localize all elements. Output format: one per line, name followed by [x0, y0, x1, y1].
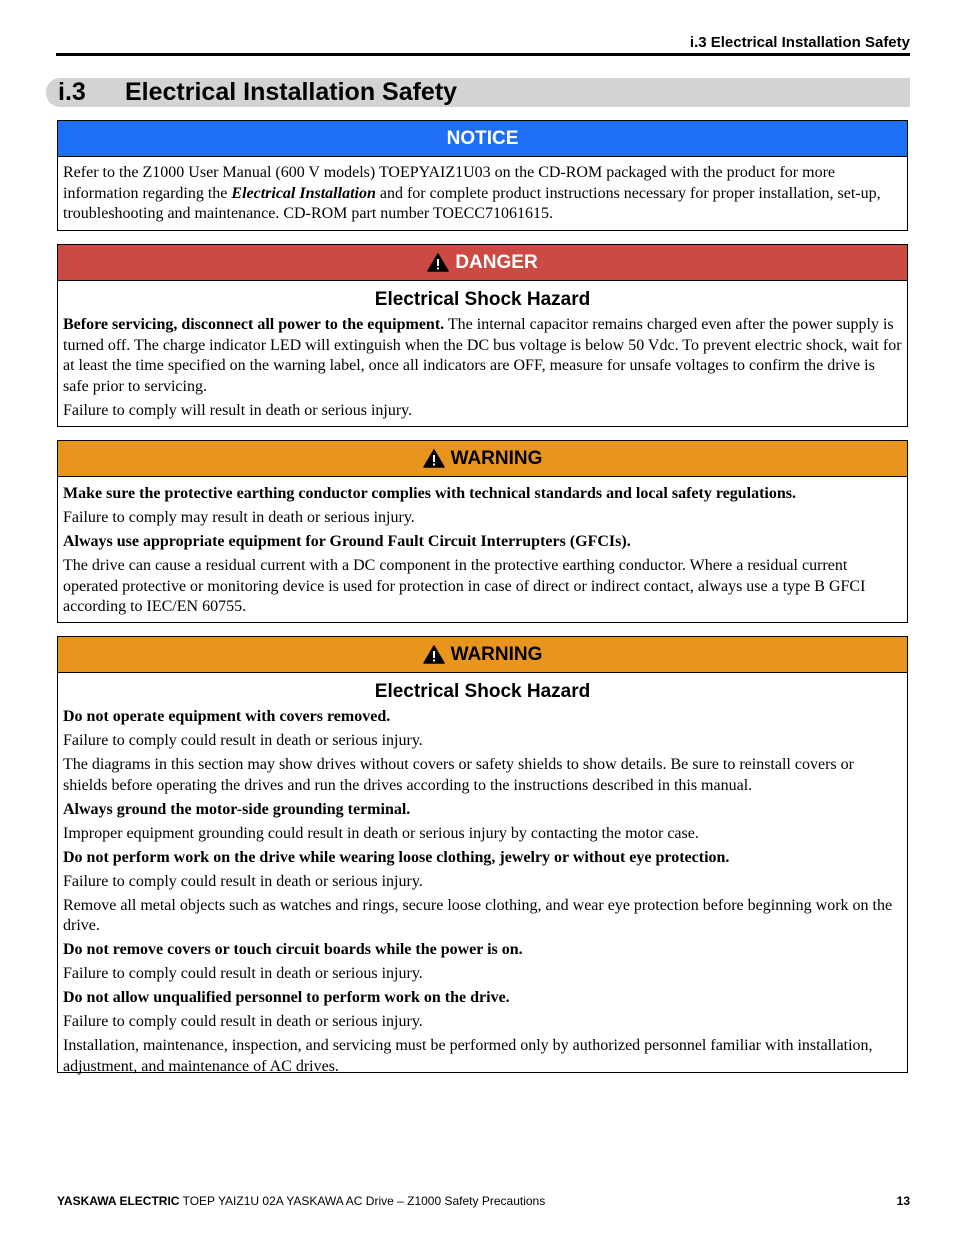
danger-label: DANGER [455, 251, 538, 273]
danger-box [57, 244, 908, 427]
danger-consequence: Failure to comply will result in death or serious injury. [63, 401, 413, 419]
warning-body [58, 673, 907, 1083]
section-title: Electrical Installation Safety [125, 78, 458, 106]
header-rule [56, 53, 910, 56]
footer-doc: TOEP YAIZ1U 02A YASKAWA AC Drive – Z1000 Safety Precautions [179, 1194, 546, 1208]
instruction-bold: Always ground the motor-side grounding terminal. [63, 800, 411, 818]
warning-label: WARNING [450, 447, 543, 469]
warning-body [58, 477, 907, 624]
footer-company: YASKAWA ELECTRIC [57, 1194, 180, 1208]
notice-emphasis: Electrical Installation [231, 184, 376, 202]
notice-header [58, 121, 907, 157]
danger-header [58, 245, 907, 281]
instruction-bold: Always use appropriate equipment for Ground Fault Circuit Interrupters (GFCIs). [63, 533, 631, 550]
warning-triangle-icon [423, 645, 445, 664]
notice-text: Refer to the Z1000 User Manual (600 V models) TOEPYAIZ1U03 on the CD-ROM packaged with the product for more information regarding the Electrical Installation and for complete product instructions necessary for proper installation, set-up, troubleshooting and maintenance. CD-ROM part number TOECC71061615. [63, 164, 881, 222]
instruction-bold: Do not remove covers or touch circuit boards while the power is on. [63, 941, 523, 958]
hazard-title: Electrical Shock Hazard [374, 289, 591, 310]
warning-label: WARNING [450, 643, 543, 665]
instruction-bold: Do not allow unqualified personnel to perform work on the drive. [63, 989, 510, 1006]
danger-body [58, 281, 907, 427]
warning-box-shock [57, 636, 908, 1073]
instruction-text: Failure to comply could result in death or serious injury. [63, 1013, 423, 1030]
instruction-text: Improper equipment grounding could result in death or serious injury by contacting the motor case. [63, 824, 699, 842]
instruction-bold: Make sure the protective earthing conductor complies with technical standards and local safety regulations. [63, 485, 796, 502]
section-heading [46, 78, 910, 107]
instruction-text: Installation, maintenance, inspection, and servicing must be performed only by authorized personnel familiar with installation, adjustment, and maintenance of AC drives. [63, 1037, 873, 1075]
warning-box-earthing [57, 440, 908, 623]
footer [57, 1194, 545, 1208]
instruction-text: The diagrams in this section may show drives without covers or safety shields to show details. Be sure to reinstall covers or shields before operating the drives and run the drives according to the instructions described in this manual. [63, 756, 854, 794]
instruction-text: Failure to comply could result in death or serious injury. [63, 732, 423, 749]
warning-header [58, 441, 907, 477]
warning-triangle-icon [423, 449, 445, 468]
running-head: i.3 Electrical Installation Safety [689, 34, 910, 51]
section-number: i.3 [58, 78, 86, 106]
warning-header [58, 637, 907, 673]
instruction-bold: Do not operate equipment with covers removed. [63, 708, 391, 725]
instruction-bold: Do not perform work on the drive while wearing loose clothing, jewelry or without eye protection. [63, 848, 730, 866]
instruction-text: The drive can cause a residual current with a DC component in the protective earthing conductor. Where a residual current operated protective or monitoring device is used for protection in case of direct or indirect contact, always use a type B GFCI according to IEC/EN 60755. [63, 557, 866, 615]
warning-triangle-icon [427, 253, 449, 272]
instruction-text: Remove all metal objects such as watches and rings, secure loose clothing, and wear eye protection before beginning work on the drive. [63, 896, 893, 934]
instruction-text: Failure to comply could result in death or serious injury. [63, 965, 423, 982]
hazard-title: Electrical Shock Hazard [374, 681, 591, 702]
danger-text: Before servicing, disconnect all power to the equipment. The internal capacitor remains charged even after the power supply is turned off. The charge indicator LED will extinguish when the DC bus voltage is below 50 Vdc. To prevent electric shock, wait for at least the time specified on the warning label, once all indicators are OFF, measure for unsafe voltages to confirm the drive is safe prior to servicing. [63, 316, 902, 395]
instruction-text: Failure to comply may result in death or serious injury. [63, 509, 415, 526]
instruction-text: Failure to comply could result in death or serious injury. [63, 872, 423, 890]
notice-label: NOTICE [446, 127, 519, 149]
notice-box [57, 120, 908, 231]
page-number: 13 [896, 1194, 910, 1208]
notice-body [58, 157, 907, 231]
